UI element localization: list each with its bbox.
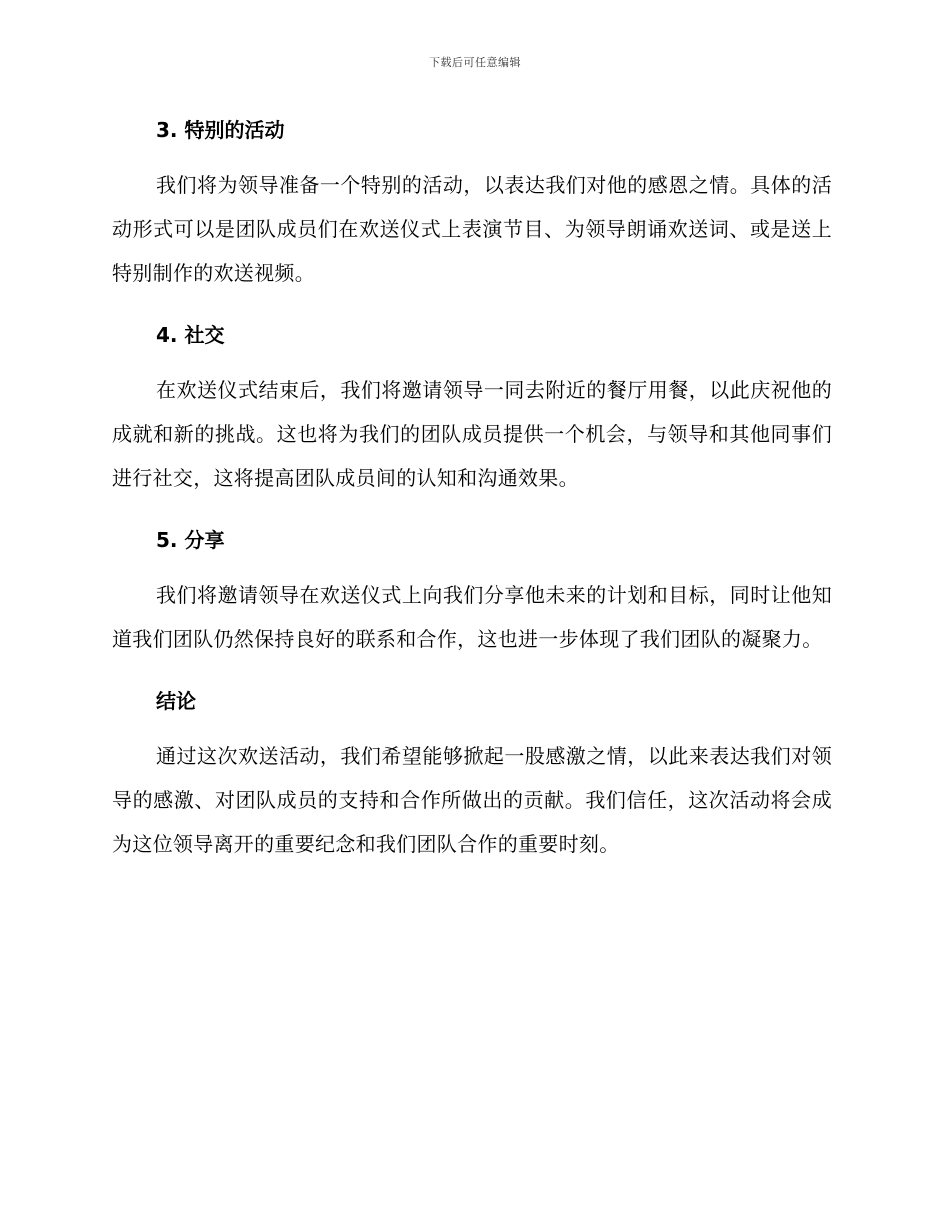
- section-heading-special-activity: 3. 特别的活动: [156, 118, 285, 142]
- header-note: 下载后可任意编辑: [429, 56, 521, 69]
- section-paragraph-sharing: 我们将邀请领导在欢送仪式上向我们分享他未来的计划和目标，同时让他知道我们团队仍然保持良好的联系和合作，这也进一步体现了我们团队的凝聚力。: [112, 583, 832, 651]
- section-paragraph-special-activity: 我们将为领导准备一个特别的活动，以表达我们对他的感恩之情。具体的活动形式可以是团队成员们在欢送仪式上表演节目、为领导朗诵欢送词、或是送上特别制作的欢送视频。: [112, 173, 832, 285]
- section-heading-social: 4. 社交: [156, 323, 225, 347]
- section-heading-conclusion: 结论: [156, 689, 196, 713]
- document-body: [112, 110, 832, 886]
- section-heading-sharing: 5. 分享: [156, 528, 225, 552]
- section-paragraph-social: 在欢送仪式结束后，我们将邀请领导一同去附近的餐厅用餐，以此庆祝他的成就和新的挑战。这也将为我们的团队成员提供一个机会，与领导和其他同事们进行社交，这将提高团队成员间的认知和沟通效果。: [112, 378, 832, 490]
- section-paragraph-conclusion: 通过这次欢送活动，我们希望能够掀起一股感激之情，以此来表达我们对领导的感激、对团队成员的支持和合作所做出的贡献。我们信任，这次活动将会成为这位领导离开的重要纪念和我们团队合作的重要时刻。: [112, 744, 832, 856]
